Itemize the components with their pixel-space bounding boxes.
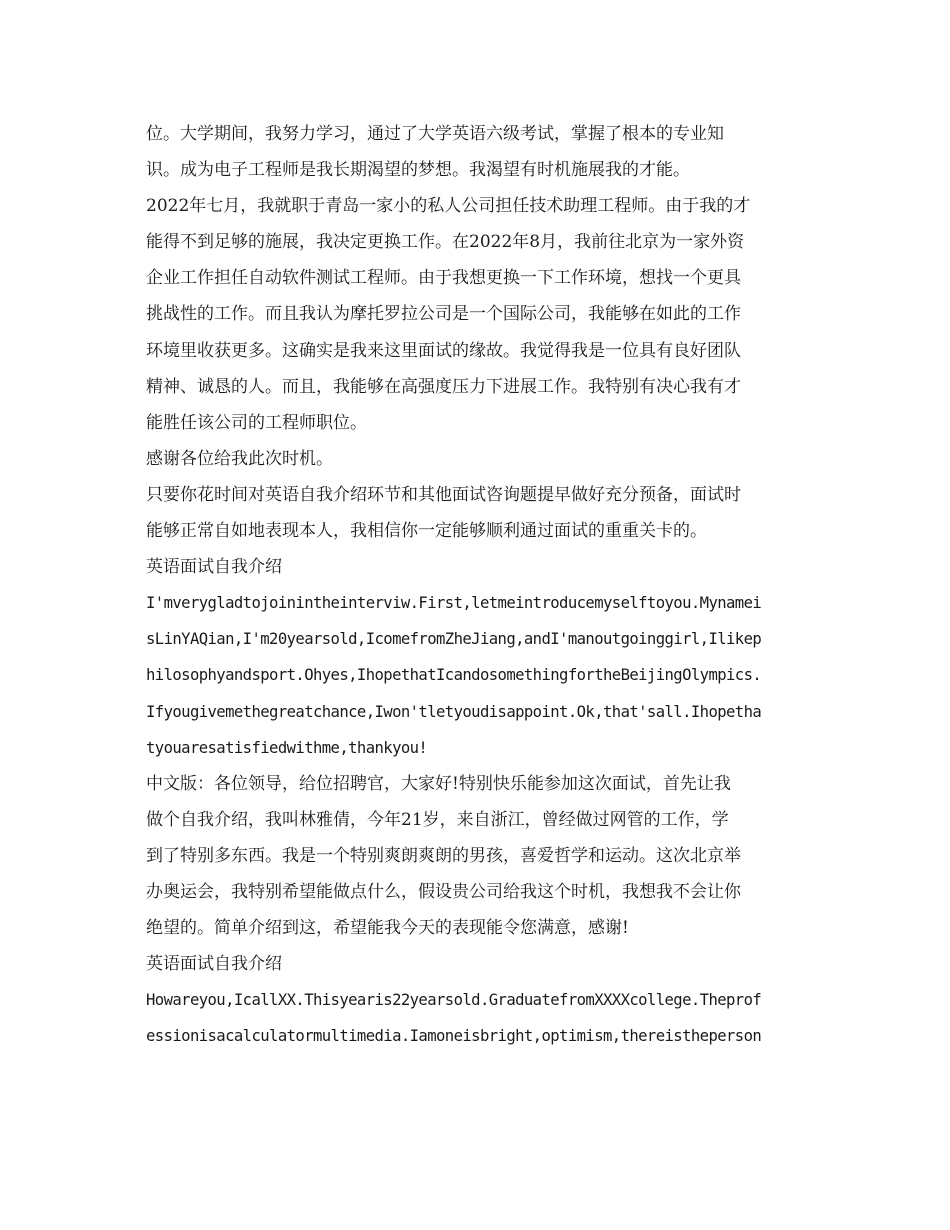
text-line: 绝望的。简单介绍到这，希望能我今天的表现能令您满意，感谢!: [146, 918, 629, 939]
english-text-line: tyouaresatisfiedwithme,thankyou!: [146, 738, 428, 757]
text-line: 精神、诚恳的人。而且，我能够在高强度压力下进展工作。我特别有决心我有才: [146, 376, 741, 397]
text-line: 到了特别多东西。我是一个特别爽朗爽朗的男孩，喜爱哲学和运动。这次北京举: [146, 845, 741, 866]
english-text-line: hilosophyandsport.Ohyes,IhopethatIcandosomethingfortheBeijingOlympics.: [146, 666, 762, 685]
english-text-line: I'mverygladtojoinintheinterviw.First,letmeintroducemyselftoyou.Mynamei: [146, 594, 762, 613]
text-line: 办奥运会，我特别希望能做点什么，假设贵公司给我这个时机，我想我不会让你: [146, 881, 741, 902]
text-line: 能够正常自如地表现本人，我相信你一定能够顺利通过面试的重重关卡的。: [146, 521, 707, 542]
text-line: 只要你花时间对英语自我介绍环节和其他面试咨询题提早做好充分预备，面试时: [146, 484, 741, 505]
section-heading: 英语面试自我介绍: [146, 954, 282, 975]
text-line: 做个自我介绍，我叫林雅倩，今年21岁，来自浙江，曾经做过网管的工作，学: [146, 809, 729, 830]
english-text-line: Howareyou,IcallXX.Thisyearis22yearsold.GraduatefromXXXXcollege.Theprof: [146, 991, 762, 1010]
text-line: 识。成为电子工程师是我长期渴望的梦想。我渴望有时机施展我的才能。: [146, 160, 690, 181]
section-heading: 英语面试自我介绍: [146, 557, 282, 578]
text-line: 能得不到足够的施展，我决定更换工作。在2022年8月，我前往北京为一家外资: [146, 232, 745, 253]
english-text-line: sLinYAQian,I'm20yearsold,IcomefromZheJiang,andI'manoutgoinggirl,Ilikep: [146, 630, 762, 649]
text-line: 能胜任该公司的工程师职位。: [146, 412, 367, 433]
english-text-line: essionisacalculatormultimedia.Iamoneisbright,optimism,thereistheperson: [146, 1027, 762, 1046]
text-line: 企业工作担任自动软件测试工程师。由于我想更换一下工作环境，想找一个更具: [146, 268, 741, 289]
text-line: 2022年七月，我就职于青岛一家小的私人公司担任技术助理工程师。由于我的才: [146, 196, 751, 217]
text-line: 位。大学期间，我努力学习，通过了大学英语六级考试，掌握了根本的专业知: [146, 124, 724, 144]
document-body: [146, 116, 806, 1054]
text-line: 环境里收获更多。这确实是我来这里面试的缘故。我觉得我是一位具有良好团队: [146, 340, 741, 361]
english-text-line: Ifyougivemethegreatchance,Iwon'tletyoudisappoint.Ok,that'sall.Ihopetha: [146, 702, 762, 721]
text-line: 中文版：各位领导，给位招聘官，大家好!特别快乐能参加这次面试，首先让我: [146, 773, 731, 794]
text-line: 感谢各位给我此次时机。: [146, 448, 333, 469]
text-line: 挑战性的工作。而且我认为摩托罗拉公司是一个国际公司，我能够在如此的工作: [146, 304, 741, 325]
